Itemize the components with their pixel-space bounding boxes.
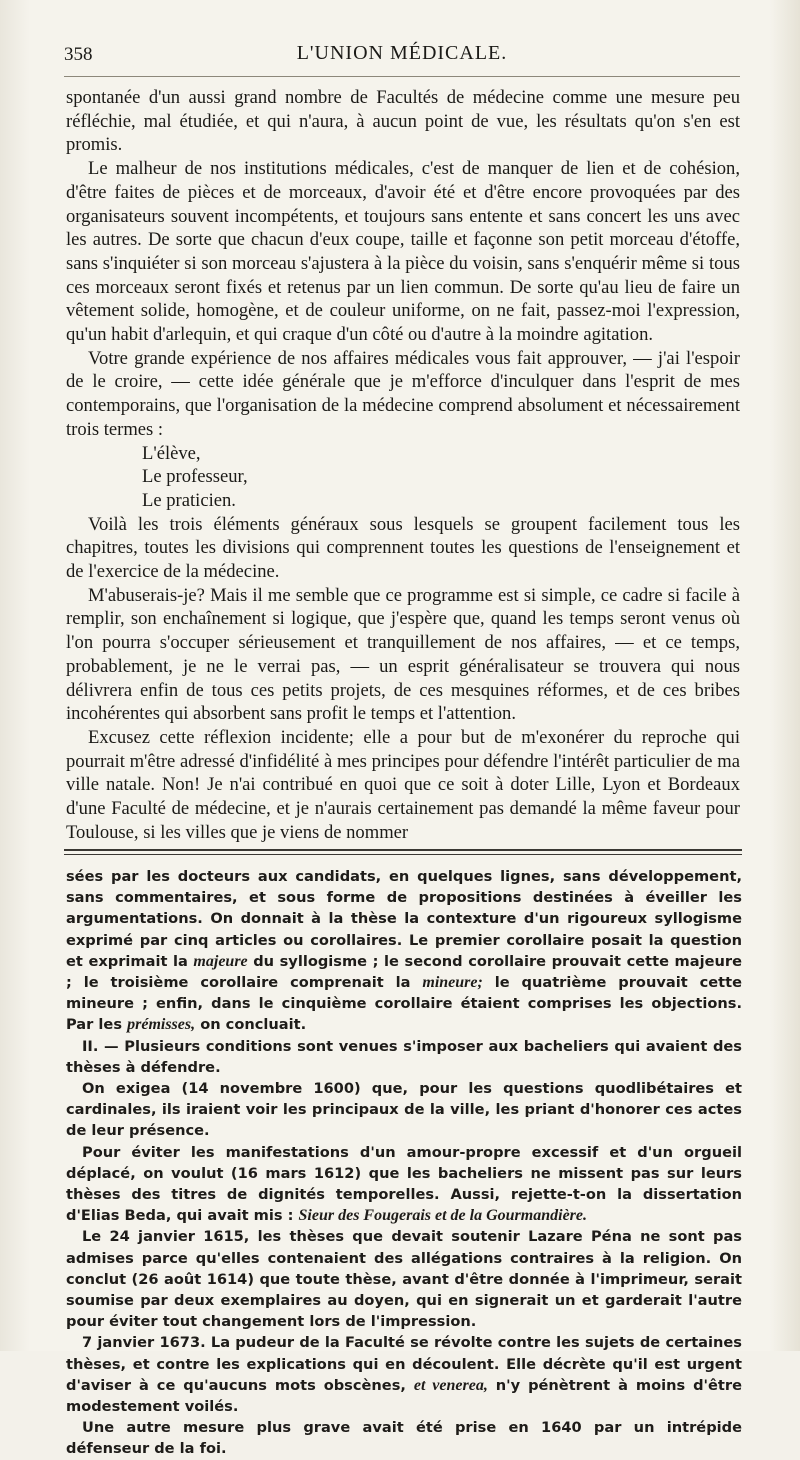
paragraph-1: spontanée d'un aussi grand nombre de Facultés de médecine comme une mesure peu réfléchie, mal étudiée, et qui n'aura, à aucun point de vue, les résultats qu'on s'en est promis. bbox=[66, 87, 740, 156]
header-rule bbox=[64, 76, 740, 77]
footnote-italic-mineure: mineure; bbox=[422, 974, 483, 992]
paragraph-2: Le malheur de nos institutions médicales, c'est de manquer de lien et de cohésion, d'être faites de pièces et de morceaux, d'avoir été et d'être encore provoquées par des organisateurs souvent incompétents, et toujours sans entente et sans concert les uns avec les autres. De sorte que chacun d'eux coupe, taille et façonne son petit morceau d'étoffe, sans s'inquiéter si son morceau s'ajustera à la pièce du voisin, sans s'enquérir même si tous ces morceaux seront fixés et retenus par un lien commun. De sorte qu'au lieu de faire un vêtement solide, homogène, et de couleur uniforme, on ne fait, passez-moi l'expression, qu'un habit d'arlequin, et qui craque d'un côté ou d'autre à la moindre agitation. bbox=[66, 158, 740, 346]
running-title: L'UNION MÉDICALE. bbox=[296, 42, 508, 64]
footnote-text: le quatrième prouvait cette mineure ; enfin, dans le cinquième corollaire étaient comprises les objections. Par les bbox=[66, 974, 742, 1034]
footnote-paragraph-7: Une autre mesure plus grave avait été prise en 1640 par un intrépide défenseur de la foi. bbox=[66, 1419, 742, 1458]
footnote-paragraph-1 bbox=[66, 866, 742, 1036]
footnote-text: du syllogisme ; le second corollaire prouvait cette majeure ; le troisième corollaire comprenait la bbox=[66, 952, 742, 992]
footnote-text: Pour éviter les manifestations d'un amour-propre excessif et d'un orgueil déplacé, on voulut (16 mars 1612) que les bacheliers ne missent pas sur leurs thèses des titres de dignités temporelles. Aussi, rejette-t-on la dissertation d'Elias Beda, qui avait mis : bbox=[66, 1143, 742, 1225]
footnote-text: on concluait. bbox=[195, 1016, 307, 1034]
footnote-paragraph-2: II. — Plusieurs conditions sont venues s'imposer aux bacheliers qui avaient des thèses à défendre. bbox=[66, 1037, 742, 1076]
footnote-italic-majeure: majeure bbox=[193, 952, 248, 970]
footnote-paragraph-5: Le 24 janvier 1615, les thèses que devait soutenir Lazare Péna ne sont pas admises parce qu'elles contenaient des allégations contraires à la religion. On conclut (26 août 1614) que toute thèse, avant d'être donnée à l'imprimeur, serait soumise par deux exemplaires au doyen, qui en signerait un et garderait l'autre pour éviter tout changement lors de l'impression. bbox=[66, 1228, 742, 1331]
footnote-italic-title: Sieur des Fougerais et de la Gourmandière. bbox=[298, 1207, 587, 1225]
footnote-separator-thin bbox=[64, 854, 742, 855]
paragraph-5: M'abuserais-je? Mais il me semble que ce programme est si simple, ce cadre si facile à remplir, son enchaînement si logique, que j'espère que, quand les temps seront venus où l'on pourra s'occuper sérieusement et tranquillement de nos affaires, — et ce temps, probablement, je ne le verrai pas, — un esprit généralisateur se trouvera qui nous délivrera enfin de tous ces petits projets, de ces mesquines réformes, et de ces bribes incohérentes qui absorbent sans profit le temps et l'attention. bbox=[66, 584, 740, 725]
footnote-text: sées par les docteurs aux candidats, en quelques lignes, sans développement, sans commentaires, et sous forme de propositions destinées à éveiller les argumentations. On donnait à la thèse la contexture d'un rigoureux syllogisme exprimé par cinq articles ou corollaires. Le premier corollaire posait la question et exprimait la bbox=[66, 868, 742, 970]
footnote-paragraph-6 bbox=[66, 1332, 742, 1417]
footnote-text: 7 janvier 1673. La pudeur de la Faculté se révolte contre les sujets de certaines thèses, et contre les explications qui en découlent. Elle décrète qu'il est urgent d'aviser à ce qu'aucuns mots obscènes, bbox=[66, 1334, 742, 1394]
term-professeur: Le professeur, bbox=[142, 466, 248, 488]
main-text bbox=[66, 86, 740, 845]
footnote-text: n'y pénètrent à moins d'être modestement voilés. bbox=[66, 1376, 742, 1416]
footnote-italic-premisses: prémisses, bbox=[127, 1016, 196, 1034]
term-praticien: Le praticien. bbox=[142, 489, 236, 511]
page-number: 358 bbox=[64, 44, 93, 65]
footnote-paragraph-4 bbox=[66, 1142, 742, 1227]
paragraph-6: Excusez cette réflexion incidente; elle a pour but de m'exonérer du reproche qui pourrait m'être adressé d'infidélité à mes principes pour défendre l'intérêt particulier de ma ville natale. Non! Je n'ai contribué en quoi que ce soit à doter Lille, Lyon et Bordeaux d'une Faculté de médecine, et je n'aurais certainement pas demandé la même faveur pour Toulouse, si les villes que je viens de nommer bbox=[66, 726, 740, 843]
paragraph-3: Votre grande expérience de nos affaires médicales vous fait approuver, — j'ai l'espoir de le croire, — cette idée générale que je m'efforce d'inculquer dans l'esprit de mes contemporains, que l'organisation de la médecine comprend absolument et nécessairement trois termes : bbox=[66, 347, 740, 440]
footnotes bbox=[66, 866, 742, 1460]
page-header bbox=[64, 42, 740, 72]
footnote-paragraph-3: On exigea (14 novembre 1600) que, pour les questions quodlibétaires et cardinales, ils iraient voir les principaux de la ville, les priant d'honorer ces actes de leur présence. bbox=[66, 1080, 742, 1140]
paragraph-4: Voilà les trois éléments généraux sous lesquels se groupent facilement tous les chapitres, toutes les divisions qui comprennent toutes les questions de l'enseignement et de l'exercice de la médecine. bbox=[66, 513, 740, 583]
footnote-separator-thick bbox=[64, 849, 742, 851]
footnote-italic-venerea: et venerea, bbox=[413, 1376, 488, 1394]
term-eleve: L'élève, bbox=[142, 442, 201, 464]
